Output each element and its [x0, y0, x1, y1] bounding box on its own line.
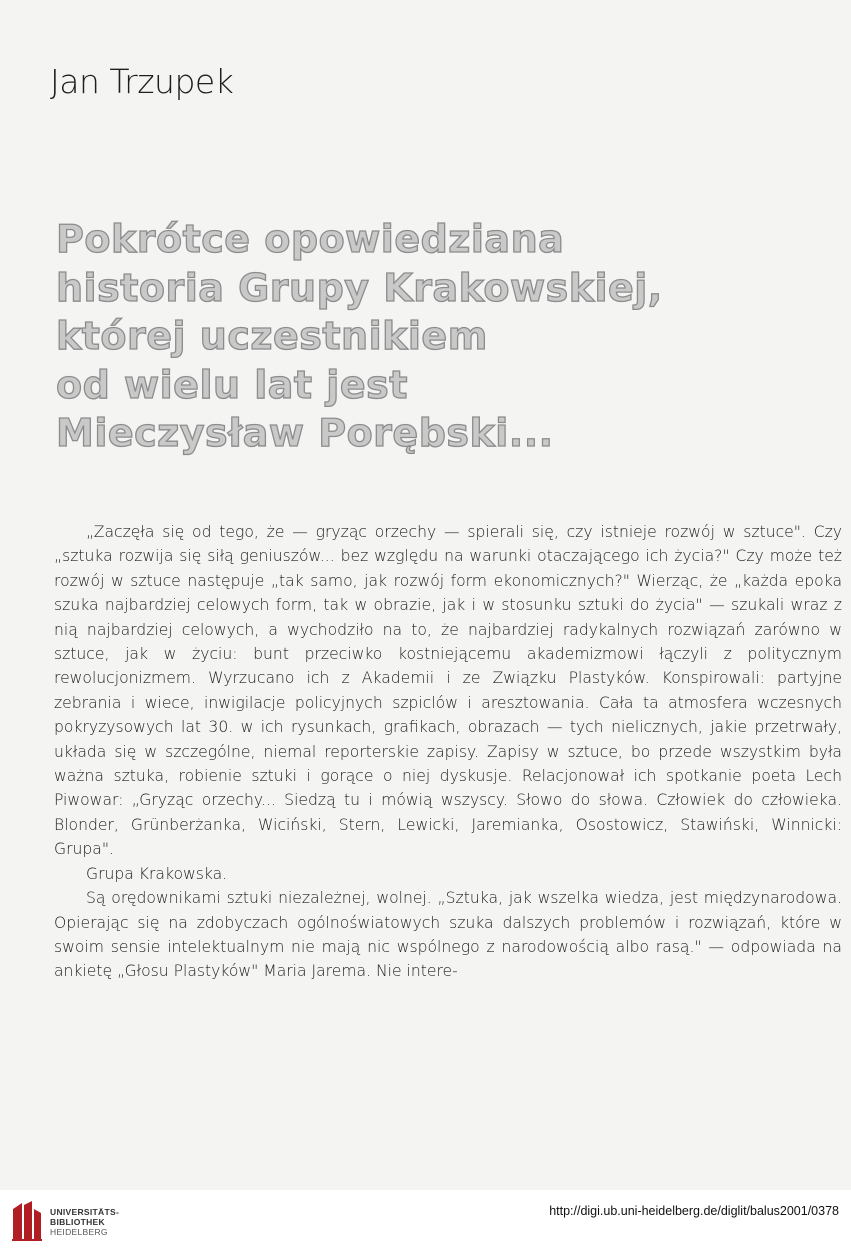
- heidelberg-library-logo-icon[interactable]: [10, 1199, 44, 1243]
- title-line: Mieczysław Porębski...: [56, 411, 554, 455]
- title-line: której uczestnikiem: [56, 314, 488, 358]
- library-line: UNIVERSITÄTS-: [50, 1207, 120, 1217]
- title-line: od wielu lat jest: [56, 362, 408, 407]
- paragraph: Są orędownikami sztuki niezależnej, wolnej. „Sztuka, jak wszelka wiedza, jest międzynarodowa. Opierając się na zdobyczach ogólnoświatowych szuka dalszych problemów i rozwiązań, które w swoim sensie intelektualnym nie mają nic wspólnego z narodowością albo rasą." — odpowiada na ankietę „Głosu Plastyków" Maria Jarema. Nie intere-: [54, 889, 842, 981]
- document-url-link[interactable]: http://digi.ub.uni-heidelberg.de/diglit/balus2001/0378: [549, 1204, 839, 1218]
- viewer-footer: [0, 1190, 851, 1253]
- library-line: BIBLIOTHEK: [50, 1217, 105, 1227]
- paragraph: „Zaczęła się od tego, że — gryząc orzechy — spierali się, czy istnieje rozwój w sztuce". Czy „sztuka rozwija się siłą geniuszów... bez względu na warunki otaczającego ich życia?" Czy może też rozwój w sztuce następuje „tak samo, jak rozwój form ekonomicznych?" Wierząc, że „każda epoka szuka najbardziej celowych form, tak w obrazie, jak i w stosunku sztuki do życia" — szukali wraz z nią najbardziej celowych, a wychodziło na to, że najbardziej radykalnych rozwiązań zarówno w sztuce, jak w życiu: bunt przeciwko kostniejącemu akademizmowi łączyli z politycznym rewolucjonizmem. Wyrzucano ich z Akademii i ze Związku Plastyków. Konspirowali: partyjne zebrania i wiece, inwigilacje policyjnych szpiclów i aresztowania. Cała ta atmosfera wczesnych pokryzysowych lat 30. w ich rysunkach, grafikach, obrazach — tych nielicznych, jakie przetrwały, układa się w szczególne, niemal reporterskie zapisy. Zapisy w sztuce, bo przede wszystkim była ważna sztuka, robienie sztuki i gorące o niej dyskusje. Relacjonował ich spotkanie poeta Lech Piwowar: „Gryząc orzechy... Siedzą tu i mówią wszyscy. Słowo do słowa. Człowiek do człowieka. Blonder, Grünberżanka, Wiciński, Stern, Lewicki, Jaremianka, Osostowicz, Stawiński, Winnicki: Grupa".: [54, 523, 842, 859]
- article-body: [54, 520, 842, 984]
- title-line: historia Grupy Krakowskiej,: [56, 265, 663, 310]
- title-line: Pokrótce opowiedziana: [56, 217, 565, 261]
- author-name: Jan Trzupek: [50, 62, 234, 101]
- article-title: [56, 215, 776, 458]
- library-line: HEIDELBERG: [50, 1227, 108, 1237]
- paragraph: Grupa Krakowska.: [86, 864, 228, 883]
- library-name[interactable]: [50, 1207, 119, 1237]
